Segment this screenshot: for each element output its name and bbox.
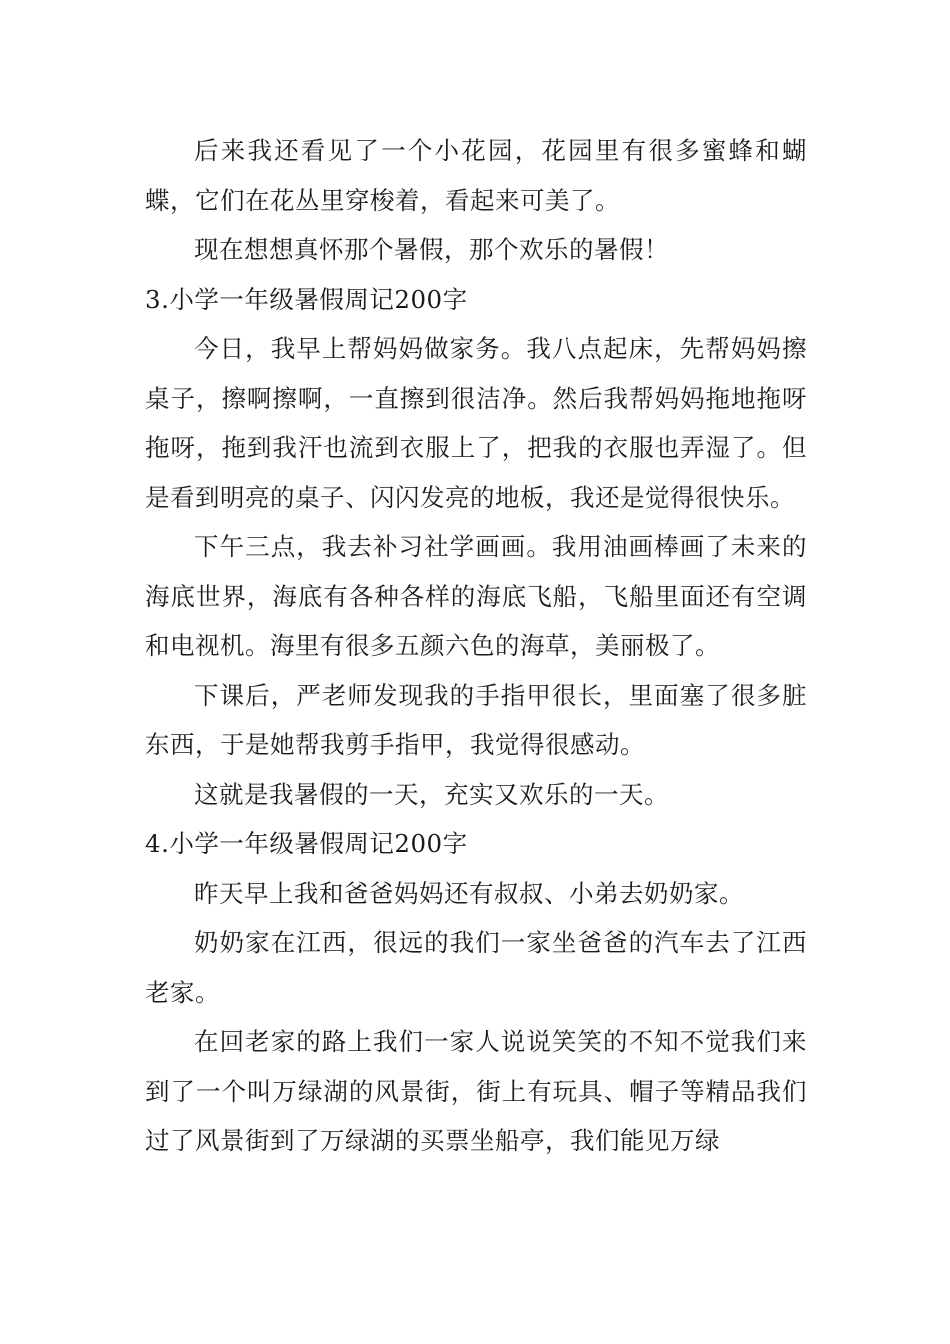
paragraph-garden: 后来我还看见了一个小花园，花园里有很多蜜蜂和蝴蝶，它们在花丛里穿梭着，看起来可美了。	[145, 136, 807, 215]
paragraph-summary: 这就是我暑假的一天，充实又欢乐的一天。	[194, 779, 669, 809]
paragraph-housework: 今日，我早上帮妈妈做家务。我八点起床，先帮妈妈擦桌子，擦啊擦啊，一直擦到很洁净。然后我帮妈妈拖地拖呀拖呀，拖到我汗也流到衣服上了，把我的衣服也弄湿了。但是看到明亮的桌子、闪闪发亮的地板，我还是觉得很快乐。	[145, 334, 807, 512]
paragraph-after-class: 下课后，严老师发现我的手指甲很长，里面塞了很多脏东西，于是她帮我剪手指甲，我觉得很感动。	[145, 680, 807, 759]
section-heading-4: 4.小学一年级暑假周记200字	[145, 829, 468, 858]
section-heading-3: 3.小学一年级暑假周记200字	[145, 284, 468, 314]
paragraph-trip-start: 昨天早上我和爸爸妈妈还有叔叔、小弟去奶奶家。	[194, 878, 744, 908]
paragraph-wanlu-lake: 在回老家的路上我们一家人说说笑笑的不知不觉我们来到了一个叫万绿湖的风景街，街上有玩具、帽子等精品我们过了风景街到了万绿湖的买票坐船亭，我们能见万绿	[145, 1027, 807, 1155]
document-page	[145, 126, 807, 1166]
paragraph-painting-class: 下午三点，我去补习社学画画。我用油画棒画了未来的海底世界，海底有各种各样的海底飞船，飞船里面还有空调和电视机。海里有很多五颜六色的海草，美丽极了。	[145, 532, 807, 660]
paragraph-summer-memory: 现在想想真怀那个暑假，那个欢乐的暑假！	[194, 235, 669, 264]
paragraph-jiangxi: 奶奶家在江西，很远的我们一家坐爸爸的汽车去了江西老家。	[145, 928, 807, 1007]
